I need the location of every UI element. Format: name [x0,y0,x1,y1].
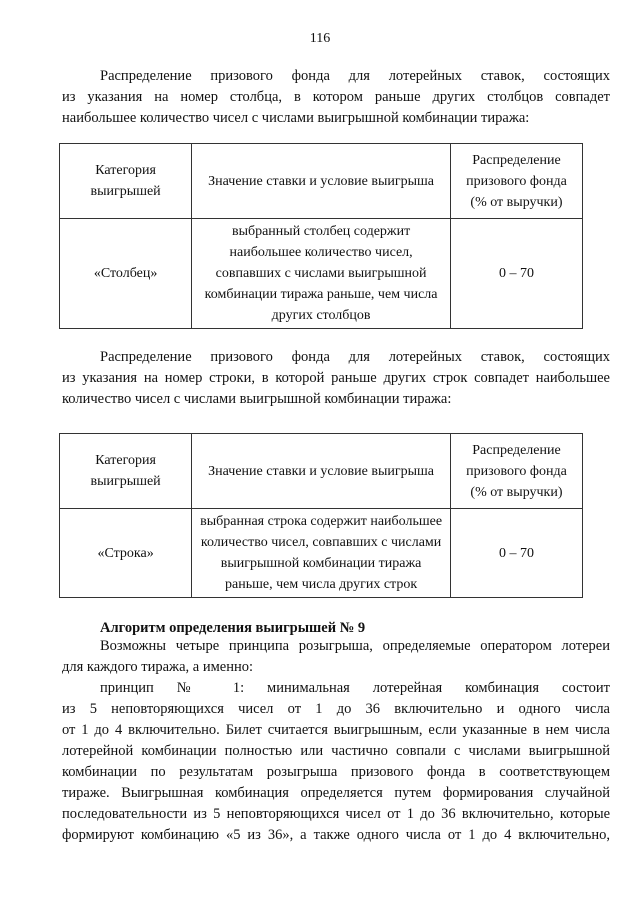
cell-condition: выбранный столбец содержит наибольшее количество чисел, совпавших с числами выигрышной комбинации тиража раньше, чем числа других столбцов [192,219,451,329]
header-category: Категория выигрышей [60,434,192,509]
algorithm-line: из 5 неповторяющихся чисел от 1 до 36 включительно и одного числа [62,701,610,717]
algorithm-line: последовательности из 5 неповторяющихся чисел от 1 до 36 включительно, которые [62,806,610,822]
cell-share: 0 – 70 [450,219,582,329]
cell-condition: выбранная строка содержит наибольшее количество чисел, совпавших с числами выигрышной комбинации тиража раньше, чем числа других строк [192,509,451,598]
cell-share: 0 – 70 [450,509,582,598]
algorithm-line: Возможны четыре принципа розыгрыша, определяемые оператором лотереи [100,638,610,654]
prize-table-row [59,433,583,598]
section1-intro-line: наибольшее количество чисел с числами выигрышной комбинации тиража: [62,110,530,126]
prize-table-column [59,143,583,329]
algorithm-text [62,636,610,846]
section1-intro-line: из указания на номер столбца, в котором раньше других столбцов совпадет [62,89,610,105]
algorithm-line: тираже. Выигрышная комбинация определяется путем формирования случайной [62,785,610,801]
section2-intro-line: Распределение призового фонда для лотерейных ставок, состоящих [100,349,610,365]
algorithm-heading: Алгоритм определения выигрышей № 9 [100,620,366,636]
cell-category: «Строка» [60,509,192,598]
header-condition: Значение ставки и условие выигрыша [192,144,451,219]
page-number: 116 [309,31,331,46]
table-row [60,219,583,329]
header-share: Распределение призового фонда (% от выручки) [450,434,582,509]
table-header-row [60,144,583,219]
algorithm-line: лотерейной комбинации полностью или частично совпали с числами выигрышной [62,743,610,759]
cell-category: «Столбец» [60,219,192,329]
algorithm-line: от 1 до 4 включительно. Билет считается выигрышным, если указанные в нем числа [62,722,610,738]
algorithm-line: принцип № 1: минимальная лотерейная комбинация состоит [100,680,610,696]
section1-intro-line: Распределение призового фонда для лотерейных ставок, состоящих [100,68,610,84]
section2-intro-line: количество чисел с числами выигрышной комбинации тиража: [62,391,452,407]
section2-intro-line: из указания на номер строки, в которой раньше других строк совпадет наибольшее [62,370,610,386]
section2-intro [62,347,610,410]
table-row [60,509,583,598]
header-share: Распределение призового фонда (% от выручки) [450,144,582,219]
header-category: Категория выигрышей [60,144,192,219]
algorithm-line: формируют комбинацию «5 из 36», а также одного числа от 1 до 4 включительно, [62,827,610,843]
section1-intro [62,66,610,129]
table-header-row [60,434,583,509]
header-condition: Значение ставки и условие выигрыша [192,434,451,509]
algorithm-line: для каждого тиража, а именно: [62,659,253,675]
algorithm-line: комбинации по результатам розыгрыша призового фонда в соответствующем [62,764,610,780]
